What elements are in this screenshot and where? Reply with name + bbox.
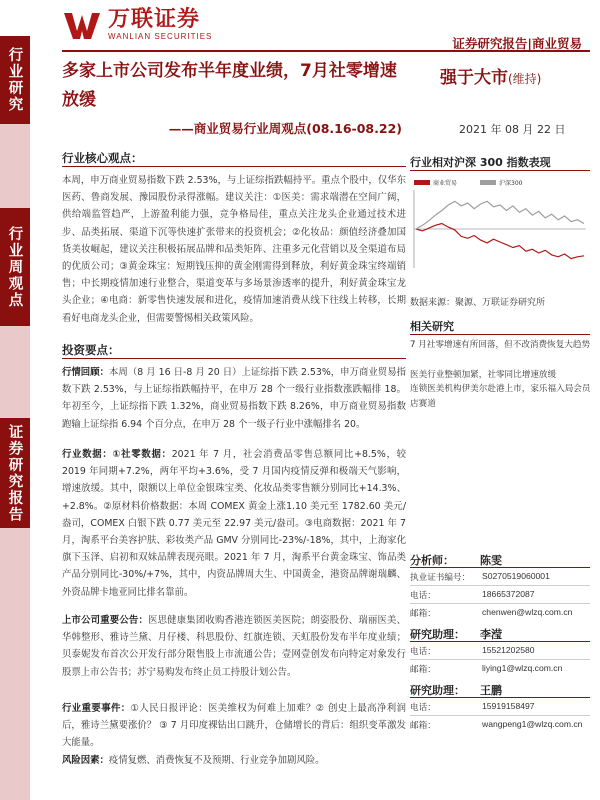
assistant-email[interactable]: wangpeng1@wlzq.com.cn	[482, 719, 583, 729]
core-divider	[62, 166, 406, 167]
company-announcements	[62, 612, 406, 694]
assistant-row-label: 电话：	[410, 703, 436, 713]
assistant-row-label: 电话：	[410, 647, 436, 657]
industry-data-text: 2021 年 7 月，社会消费品零售总额同比+8.5%，较 2019 年同期+7.2%，两年平均+3.6%，受 7 月国内疫情反弹和极端天气影响，增速放缓。其中，限额以上单位金银珠宝类、化妆品类零售额分别同比+14.3%、+2.8%。②原材料价格数据：本周 COMEX 黄金上涨1.10 美元至 1782.60 美元/盎司，COMEX 白银下跌 0.77 美元至 22.97 美元/盎司。③电商数据：2021 年 7 月，淘系平台美容护肤、彩妆类产品 GMV 分别同比-23%/-18%，其中，上海家化旗下玉泽、启初和双妹品牌表现亮眼。2021 年 7 月，淘系平台黄金珠宝、饰品类产品分别同比-30%/+7%，其中，内资品牌周大生、中国黄金，港资品牌谢瑞麟、外资品牌卡地亚同比排名靠前。	[62, 449, 406, 598]
announcements-label: 上市公司重要公告：	[62, 615, 149, 626]
announcements-text: 医思健康集团收购香港连锁医美医院；朗姿股份、瑞丽医美、华韩整形、雅诗兰黛、月仔楼、科思股份、红旗连锁、天虹股份发布半年度业绩；贝泰妮发布首次公开发行部分限售股上市流通公告；壹网壹创发布向特定对象发行股票上市公告书；苏宁易购发布终止员工持股计划公告。	[62, 615, 406, 678]
assistant-role: 研究助理：	[410, 628, 465, 641]
assistant-row-label: 邮箱：	[410, 721, 436, 731]
row-divider	[410, 715, 590, 716]
rating-note: (维持)	[508, 72, 542, 86]
analyst-role: 分析师：	[410, 554, 454, 567]
assistant-name: 王鹏	[480, 684, 502, 697]
assistant-divider	[410, 697, 590, 698]
invest-divider	[62, 358, 406, 359]
report-category: 证券研究报告|商业贸易	[452, 36, 582, 51]
analyst-row-label: 执业证书编号：	[410, 573, 471, 583]
analyst-divider	[410, 567, 590, 568]
analyst-row-label: 电话：	[410, 591, 436, 601]
rating	[440, 63, 541, 88]
side-tab-securities-report: 证券研究报告	[0, 418, 30, 528]
analyst-email[interactable]: chenwen@wlzq.com.cn	[482, 607, 573, 617]
wanlian-logo-icon	[62, 9, 102, 41]
legend-swatch-1	[480, 180, 496, 185]
assistant-divider	[410, 641, 590, 642]
related-item[interactable]: 连锁医美机构伊美尔赴港上市，家乐福入局会员店赛道	[410, 384, 591, 409]
rating-main: 强于大市	[440, 68, 508, 88]
core-text: 本周，申万商业贸易指数下跌 2.53%，与上证综指跌幅持平。重点个股中，仅华东医药、鲁商发展、豫园股份录得涨幅。建议关注：①医美：需求端潜在空间广阔，供给端监管趋严，上游盈利能力强，竞争格局佳，重点关注龙头企业通过技术进步、品类拓展、渠道下沉等快速扩张带来的投资机会；②化妆品：颜值经济叠加国货美妆崛起，建议关注积极拓展品牌和品类矩阵、注重多元化营销以及全渠道布局的优质公司；③黄金珠宝：短期钱压抑的黄金刚需得到释放，利好黄金珠宝终端销售；中长期疫情加速行业整合，渠道变革与多场景渗透率的提升，利好黄金珠宝龙头企业；④电商：新零售快速发展和进化，疫情加速消费从线下往线上转移，长期看好电商龙头企业，但需要警惕相关政策风险。	[62, 175, 406, 324]
side-tab-weekly-view: 行业周观点	[0, 208, 30, 326]
brand-name-cn: 万联证券	[108, 7, 201, 32]
analyst-phone: 18665372087	[482, 589, 535, 599]
events-text: ①人民日报评论：医美维权为何难上加难？② 创史上最高净利润后，雅诗兰黛要涨价？ ③ 7 月印度裸钻出口跳升，仓储增长的背后：组织变革激发大能量。	[62, 703, 406, 749]
relative-performance-chart	[410, 176, 590, 276]
report-date: 2021 年 08 月 22 日	[459, 123, 566, 136]
market-review-text: 本周（8 月 16 日-8 月 20 日）上证综指下跌 2.53%，申万商业贸易指数下跌 2.53%，与上证综指跌幅持平，在申万 28 个一级行业指数涨跌幅排 18。年初至今，上证综指下跌 1.32%，商业贸易指数下跌 8.26%，申万商业贸易指数跑输上证综指 6.94 个百分点，在申万 28 个一级子行业中涨幅排名 20。	[62, 367, 406, 430]
side-tab-industry-research: 行业研究	[0, 36, 30, 124]
risk-label: 风险因素：	[62, 755, 109, 766]
invest-heading: 投资要点：	[62, 343, 120, 357]
assistant-phone: 15919158497	[482, 701, 535, 711]
analyst-row-label: 邮箱：	[410, 609, 436, 619]
chart-source: 数据来源：聚源、万联证券研究所	[410, 298, 546, 308]
related-item[interactable]: 7 月社零增速有所回落，但不改消费恢复大趋势	[410, 340, 591, 350]
chart-title: 行业相对沪深 300 指数表现	[410, 156, 551, 169]
row-divider	[410, 603, 590, 604]
industry-data	[62, 446, 406, 600]
related-heading: 相关研究	[410, 320, 454, 333]
legend-label-1: 沪深300	[499, 180, 523, 187]
brand-name-en: WANLIAN SECURITIES	[108, 32, 213, 41]
legend-swatch-0	[414, 180, 430, 185]
industry-events	[62, 700, 406, 752]
related-divider	[410, 334, 590, 335]
brand-logo	[62, 8, 212, 41]
market-review-label: 行情回顾：	[62, 367, 110, 378]
assistant-row-label: 邮箱：	[410, 665, 436, 675]
series-line-1	[416, 201, 584, 229]
report-title: 多家上市公司发布半年度业绩，7月社零增速放缓	[62, 61, 397, 110]
report-subtitle: ——商业贸易行业周观点(08.16-08.22)	[168, 121, 402, 136]
related-item[interactable]: 医美行业整顿加紧，社零同比增速放缓	[410, 370, 557, 380]
risk-text: 疫情复燃、消费恢复不及预期、行业竞争加剧风险。	[108, 755, 325, 766]
events-label: 行业重要事件：	[62, 703, 131, 714]
assistant-email[interactable]: liying1@wlzq.com.cn	[482, 663, 563, 673]
row-divider	[410, 585, 590, 586]
assistant-role: 研究助理：	[410, 684, 465, 697]
industry-data-label: 行业数据：①社零数据：	[62, 449, 172, 460]
analyst-name: 陈雯	[480, 554, 502, 567]
row-divider	[410, 659, 590, 660]
legend-label-0: 商业贸易	[433, 180, 458, 187]
header-divider	[62, 50, 590, 52]
chart-svg	[410, 176, 590, 276]
core-heading: 行业核心观点：	[62, 151, 143, 165]
chart-divider	[410, 170, 590, 171]
risk-factors	[62, 752, 406, 770]
market-review	[62, 364, 406, 446]
analyst-cert-no: S0270519060001	[482, 571, 550, 581]
assistant-phone: 15521202580	[482, 645, 535, 655]
assistant-name: 李滢	[480, 628, 502, 641]
